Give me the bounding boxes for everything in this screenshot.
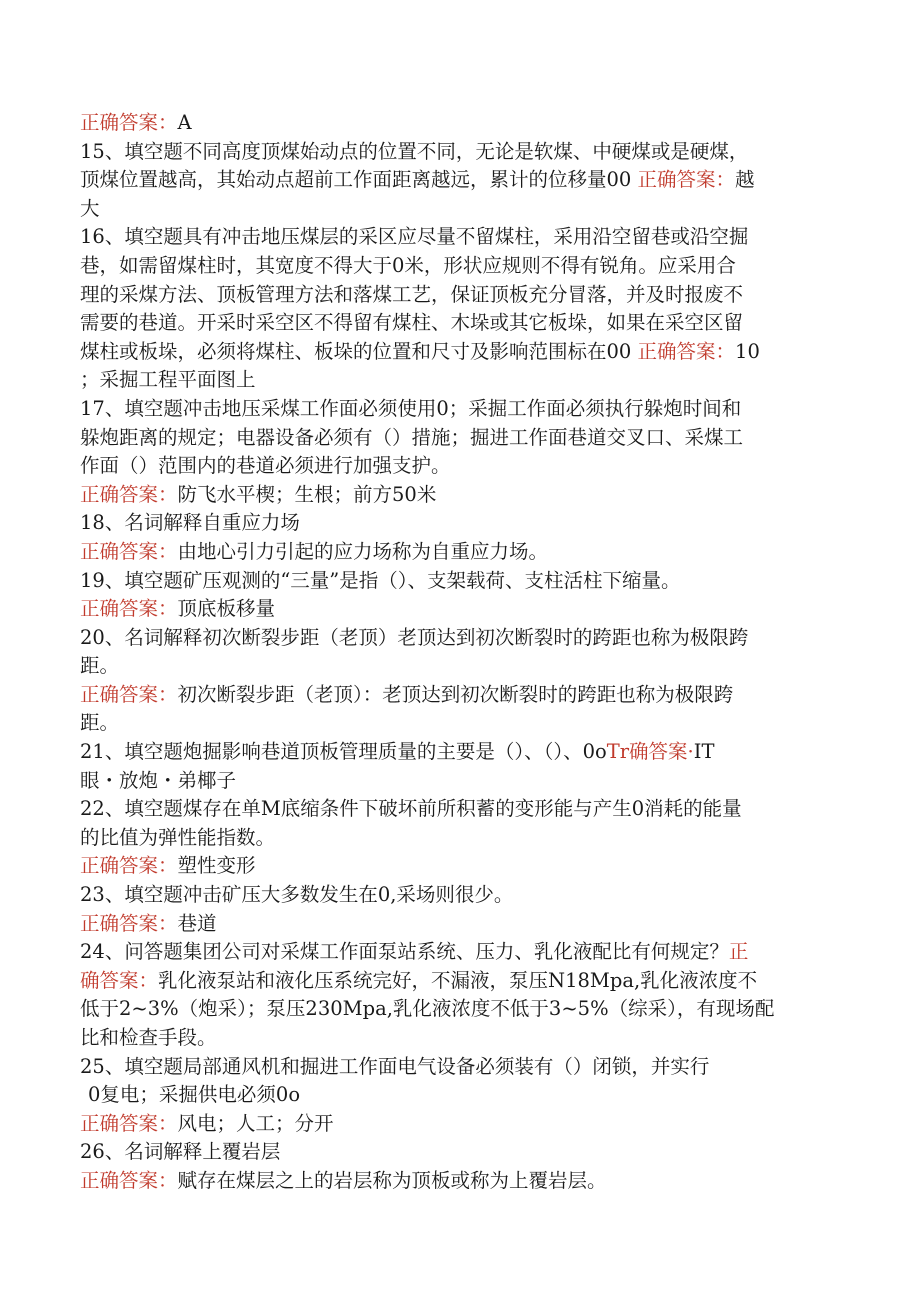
question-17-line-1: 17、填空题冲击地压采煤工作面必须使用0；采掘工作面必须执行躲炮时间和 xyxy=(80,396,742,420)
question-21-text: 21、填空题炮掘影响巷道顶板管理质量的主要是（）、（）、0o xyxy=(80,740,607,764)
answer-label: 正确答案： xyxy=(80,597,178,621)
answer-26 xyxy=(80,1167,832,1196)
question-16-line-3: 理的采煤方法、顶板管理方法和落煤工艺，保证顶板充分冒落，并及时报废不 xyxy=(80,282,744,306)
answer-text: 巷道 xyxy=(177,911,217,935)
answer-text: 赋存在煤层之上的岩层称为顶板或称为上覆岩层。 xyxy=(177,1168,607,1192)
question-24-text: 24、问答题集团公司对采煤工作面泵站系统、压力、乳化液配比有何规定？ xyxy=(80,940,729,964)
answer-text: 初次断裂步距（老顶）：老顶达到初次断裂时的跨距也称为极限跨 xyxy=(177,682,734,706)
question-23: 23、填空题冲击矿压大多数发生在0,采场则很少。 xyxy=(80,883,514,907)
document-page xyxy=(80,109,832,1196)
question-19: 19、填空题矿压观测的“三量”是指（）、支架载荷、支柱活柱下缩量。 xyxy=(80,568,681,592)
question-16-line-5 xyxy=(80,338,832,367)
answer-text: IT xyxy=(693,740,715,764)
answer-label: 正确答案： xyxy=(80,911,178,935)
answer-24-line-2: 低于2~3%（炮采）；泵压230Mpa,乳化液浓度不低于3~5%（综采），有现场配 xyxy=(80,997,775,1021)
answer-16-continued: ；采掘工程平面图上 xyxy=(80,368,256,392)
answer-text: 顶底板移量 xyxy=(177,597,276,621)
question-17-line-3: 作面（）范围内的巷道必须进行加强支护。 xyxy=(80,454,451,478)
answer-label: 正确答案： xyxy=(80,111,178,134)
question-25-line-2: 0复电；采掘供电必须0o xyxy=(88,1083,301,1107)
answer-17 xyxy=(80,481,832,510)
question-26: 26、名词解释上覆岩层 xyxy=(80,1140,281,1164)
question-24-line-2 xyxy=(80,967,832,996)
answer-line xyxy=(80,109,832,138)
answer-text: 10 xyxy=(735,339,760,363)
question-16-text: 煤柱或板垛，必须将煤柱、板垛的位置和尺寸及影响范围标在00 xyxy=(80,339,632,363)
answer-text: A xyxy=(177,111,192,134)
answer-label: 正确答案： xyxy=(80,539,178,563)
question-21-line-1 xyxy=(80,738,832,767)
question-17-line-2: 躲炮距离的规定；电器设备必须有（）措施；掘进工作面巷道交叉口、采煤工 xyxy=(80,425,744,449)
answer-19 xyxy=(80,595,832,624)
answer-label: 正确答案： xyxy=(637,168,736,192)
question-15-line-2 xyxy=(80,166,832,195)
answer-label: 正确答案： xyxy=(637,339,736,363)
answer-label-garbled: Tr确答案· xyxy=(606,740,694,764)
answer-label: 正确答案： xyxy=(80,482,178,506)
question-16-line-4: 需要的巷道。开采时采空区不得留有煤柱、木垛或其它板垛，如果在采空区留 xyxy=(80,311,744,335)
question-20-line-1: 20、名词解释初次断裂步距（老顶）老顶达到初次断裂时的跨距也称为极限跨 xyxy=(80,625,749,649)
question-20-line-2: 距。 xyxy=(80,654,120,678)
answer-24-line-3: 比和检查手段。 xyxy=(80,1026,217,1049)
answer-text: 越 xyxy=(735,168,755,192)
answer-23 xyxy=(80,910,832,939)
answer-18 xyxy=(80,538,832,567)
question-16-line-1: 16、填空题具有冲击地压煤层的采区应尽量不留煤柱，采用沿空留巷或沿空掘 xyxy=(80,225,749,249)
question-22-line-1: 22、填空题煤存在单M底缩条件下破坏前所积蓄的变形能与产生0消耗的能量 xyxy=(80,797,742,821)
question-24-line-1 xyxy=(80,938,832,967)
answer-label: 正确答案： xyxy=(80,854,178,878)
answer-label: 正确答案： xyxy=(80,1168,178,1192)
answer-text: 风电；人工；分开 xyxy=(177,1111,334,1135)
answer-21-continued: 眼・放炮・弟椰子 xyxy=(80,768,237,792)
question-15-text: 顶煤位置越高，其始动点超前工作面距离越远，累计的位移量00 xyxy=(80,168,632,192)
question-15-line-1: 15、填空题不同高度顶煤始动点的位置不同，无论是软煤、中硬煤或是硬煤， xyxy=(80,139,749,163)
question-18: 18、名词解释自重应力场 xyxy=(80,511,300,535)
answer-15-continued: 大 xyxy=(80,196,100,220)
answer-label-part-1: 正 xyxy=(728,940,749,964)
answer-label: 正确答案： xyxy=(80,682,178,706)
answer-label: 正确答案： xyxy=(80,1111,178,1135)
answer-text: 塑性变形 xyxy=(177,854,256,878)
question-16-line-2: 巷，如需留煤柱时，其宽度不得大于0米，形状应规则不得有锐角。应采用合 xyxy=(80,253,736,277)
answer-20-line-1 xyxy=(80,681,832,710)
question-22-line-2: 的比值为弹性能指数。 xyxy=(80,825,276,849)
answer-25 xyxy=(80,1110,832,1139)
answer-20-line-2: 距。 xyxy=(80,711,120,735)
answer-text: 防飞水平楔；生根；前方50米 xyxy=(177,482,437,506)
answer-text: 乳化液泵站和液化压系统完好，不漏液，泵压N18Mpa,乳化液浓度不 xyxy=(158,968,758,992)
question-25-line-1: 25、填空题局部通风机和掘进工作面电气设备必须装有（）闭锁，并实行 xyxy=(80,1054,710,1078)
answer-text: 由地心引力引起的应力场称为自重应力场。 xyxy=(177,539,549,563)
answer-label-part-2: 确答案： xyxy=(80,968,159,992)
answer-22 xyxy=(80,852,832,881)
